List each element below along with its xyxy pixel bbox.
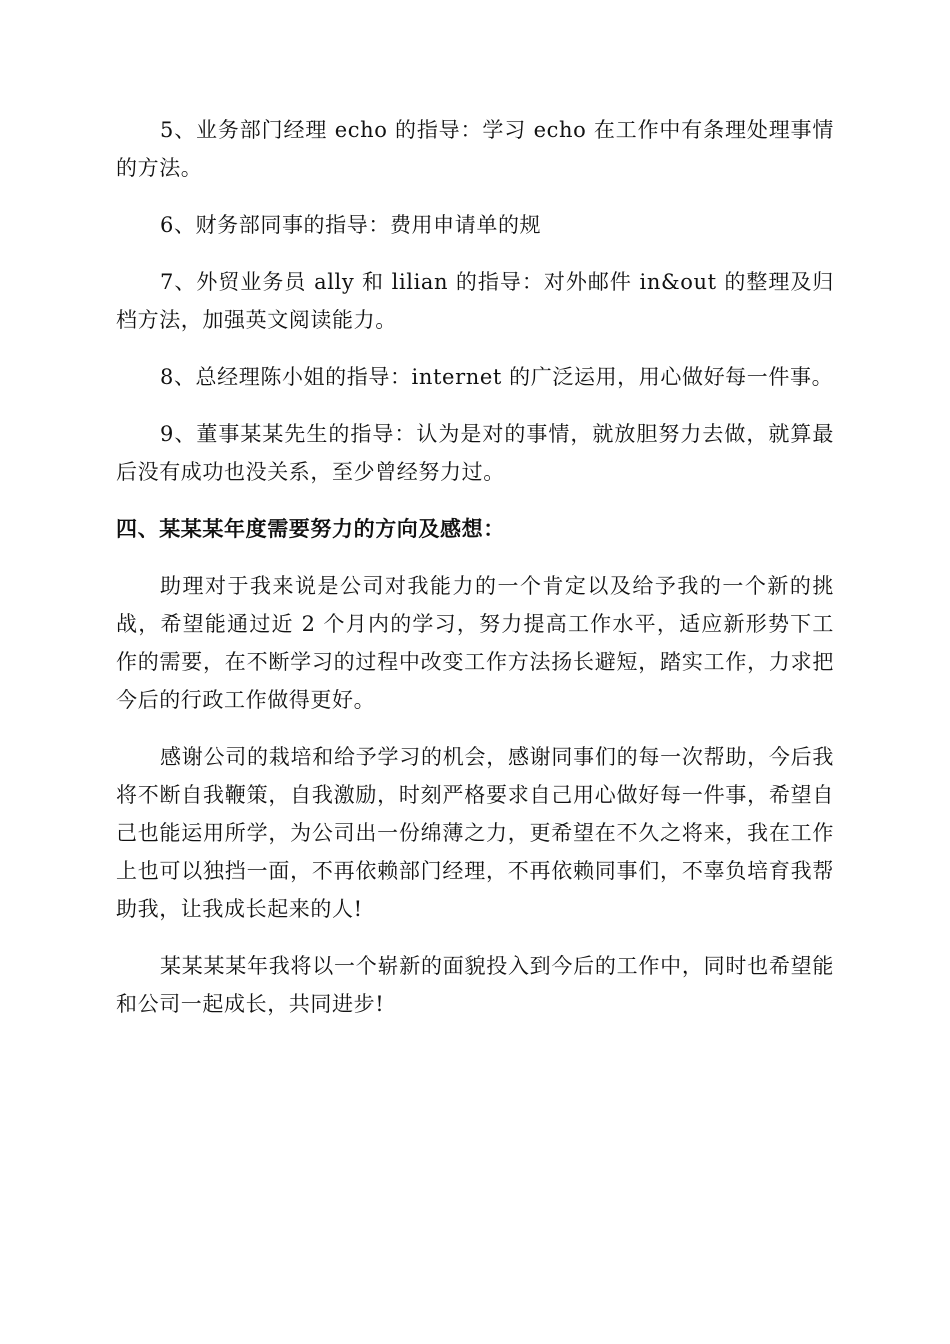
paragraph-item-7: 7、外贸业务员 ally 和 lilian 的指导：对外邮件 in&out 的整理及归档方法，加强英文阅读能力。 bbox=[116, 270, 834, 332]
section-heading: 四、某某某年度需要努力的方向及感想： bbox=[116, 516, 505, 541]
paragraph-item-8: 8、总经理陈小姐的指导：internet 的广泛运用，用心做好每一件事。 bbox=[160, 365, 834, 389]
document-body bbox=[116, 111, 834, 1042]
paragraph-direction: 助理对于我来说是公司对我能力的一个肯定以及给予我的一个新的挑战，希望能通过近 2 个月内的学习，努力提高工作水平，适应新形势下工作的需要，在不断学习的过程中改变工作方法扬长避短，踏实工作，力求把今后的行政工作做得更好。 bbox=[116, 574, 834, 712]
paragraph-item-9: 9、董事某某先生的指导：认为是对的事情，就放胆努力去做，就算最后没有成功也没关系，至少曾经努力过。 bbox=[116, 422, 834, 484]
paragraph-item-6: 6、财务部同事的指导：费用申请单的规 bbox=[160, 213, 542, 237]
paragraph-item-5: 5、业务部门经理 echo 的指导：学习 echo 在工作中有条理处理事情的方法。 bbox=[116, 118, 834, 180]
paragraph-closing: 某某某某年我将以一个崭新的面貌投入到今后的工作中，同时也希望能和公司一起成长，共同进步! bbox=[116, 954, 834, 1016]
paragraph-thanks: 感谢公司的栽培和给予学习的机会，感谢同事们的每一次帮助，今后我将不断自我鞭策，自我激励，时刻严格要求自己用心做好每一件事，希望自己也能运用所学，为公司出一份绵薄之力，更希望在不久之将来，我在工作上也可以独挡一面，不再依赖部门经理，不再依赖同事们，不辜负培育我帮助我，让我成长起来的人! bbox=[116, 745, 834, 921]
